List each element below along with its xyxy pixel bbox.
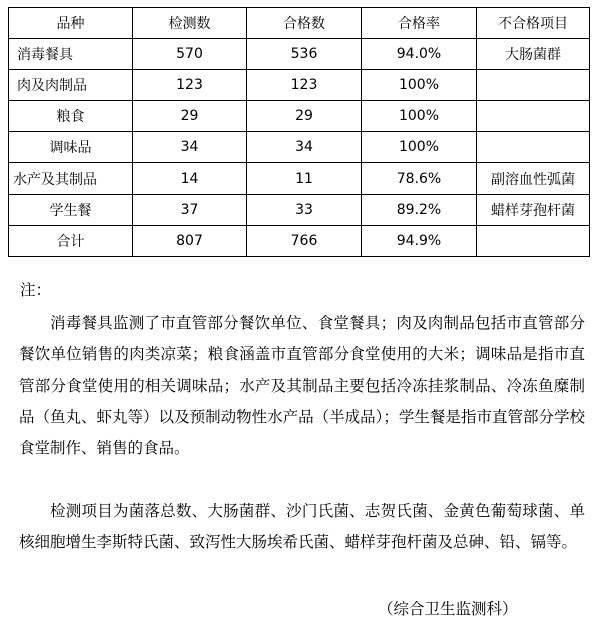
table-row xyxy=(9,163,590,194)
note-paragraph-items: 检测项目为菌落总数、大肠菌群、沙门氏菌、志贺氏菌、金黄色葡萄球菌、单核细胞增生李斯特氏菌、致泻性大肠埃希氏菌、蜡样芽孢杆菌及总砷、铅、镉等。 xyxy=(19,502,585,552)
cell-passed: 29 xyxy=(247,101,362,132)
cell-variety: 消毒餐具 xyxy=(9,39,133,70)
cell-passed: 766 xyxy=(247,225,362,256)
cell-passed: 34 xyxy=(247,132,362,163)
cell-passed: 11 xyxy=(247,163,362,194)
cell-failed-item xyxy=(477,225,590,256)
cell-rate: 100% xyxy=(362,101,477,132)
cell-failed-item: 蜡样芽孢杆菌 xyxy=(477,194,590,225)
cell-passed: 536 xyxy=(247,39,362,70)
cell-tested: 807 xyxy=(133,225,247,256)
signature: （综合卫生监测科） xyxy=(378,600,518,618)
cell-rate: 78.6% xyxy=(362,163,477,194)
cell-variety: 粮食 xyxy=(9,101,133,132)
cell-tested: 123 xyxy=(133,70,247,101)
cell-failed-item xyxy=(477,101,590,132)
header-variety: 品种 xyxy=(9,8,133,39)
cell-failed-item: 副溶血性弧菌 xyxy=(477,163,590,194)
inspection-table xyxy=(8,7,590,257)
cell-rate: 100% xyxy=(362,132,477,163)
header-failed-items: 不合格项目 xyxy=(477,8,590,39)
cell-failed-item xyxy=(477,70,590,101)
table-header-row xyxy=(9,8,590,39)
header-pass-rate: 合格率 xyxy=(362,8,477,39)
header-tested-count: 检测数 xyxy=(133,8,247,39)
cell-rate: 94.9% xyxy=(362,225,477,256)
cell-variety: 调味品 xyxy=(9,132,133,163)
cell-variety: 合计 xyxy=(9,225,133,256)
cell-tested: 29 xyxy=(133,101,247,132)
cell-passed: 123 xyxy=(247,70,362,101)
cell-rate: 94.0% xyxy=(362,39,477,70)
table-row-total xyxy=(9,225,590,256)
cell-rate: 100% xyxy=(362,70,477,101)
cell-variety: 肉及肉制品 xyxy=(9,70,133,101)
cell-variety: 学生餐 xyxy=(9,194,133,225)
table-row xyxy=(9,101,590,132)
cell-tested: 34 xyxy=(133,132,247,163)
cell-variety: 水产及其制品 xyxy=(9,163,133,194)
cell-failed-item xyxy=(477,132,590,163)
cell-tested: 14 xyxy=(133,163,247,194)
cell-rate: 89.2% xyxy=(362,194,477,225)
cell-passed: 33 xyxy=(247,194,362,225)
cell-failed-item: 大肠菌群 xyxy=(477,39,590,70)
cell-tested: 570 xyxy=(133,39,247,70)
cell-tested: 37 xyxy=(133,194,247,225)
table-row xyxy=(9,194,590,225)
table-row xyxy=(9,39,590,70)
table-row xyxy=(9,70,590,101)
header-passed-count: 合格数 xyxy=(247,8,362,39)
note-paragraph-scope: 消毒餐具监测了市直管部分餐饮单位、食堂餐具；肉及肉制品包括市直管部分餐饮单位销售的肉类凉菜；粮食涵盖市直管部分食堂使用的大米；调味品是指市直管部分食堂使用的相关调味品；水产及其制品主要包括冷冻挂浆制品、冷冻鱼糜制品（鱼丸、虾丸等）以及预制动物性水产品（半成品）；学生餐是指市直管部分学校食堂制作、销售的食品。 xyxy=(19,314,585,458)
table-row xyxy=(9,132,590,163)
note-label: 注： xyxy=(20,281,52,299)
